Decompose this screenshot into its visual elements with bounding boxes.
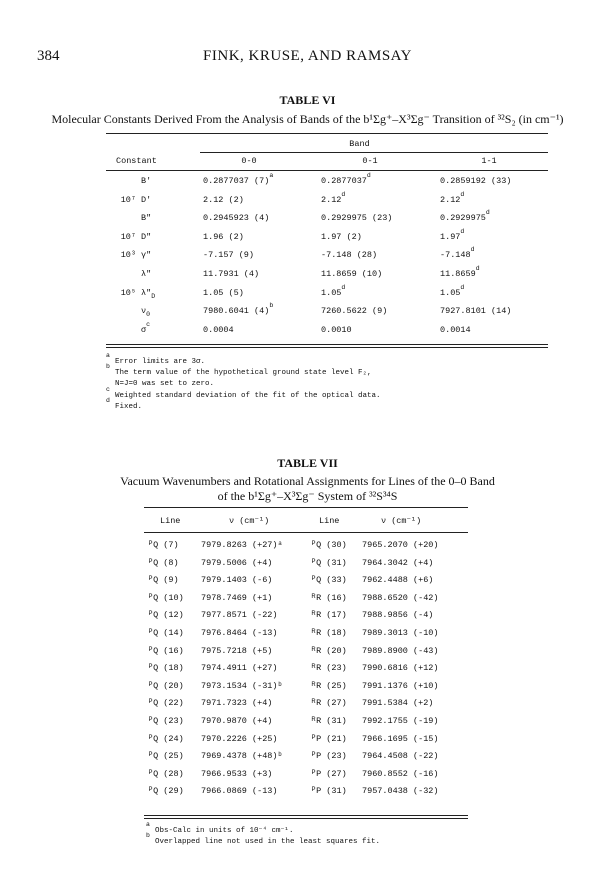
footnote-mark: d xyxy=(460,227,465,235)
table6-cell xyxy=(203,172,274,186)
table6-row-scale: 10⁷ xyxy=(120,194,136,205)
table7-line-label: ᴾQ (29) xyxy=(148,786,184,797)
table7-line-label: ᴿR (27) xyxy=(311,698,347,709)
table7-col-header: Line xyxy=(319,516,340,526)
symbol-text: ν xyxy=(141,306,147,317)
table6-footnote xyxy=(106,396,143,411)
table6-footnote xyxy=(106,352,206,366)
table7-line-label: ᴾP (23) xyxy=(311,751,347,762)
table7-wavenumber: 7989.8900 (-43) xyxy=(362,645,439,656)
cell-value: 0.2945923 (4) xyxy=(203,213,270,224)
table7-line-label: ᴾQ (7) xyxy=(148,540,179,550)
table7-line-label: ᴾQ (30) xyxy=(311,540,347,550)
symbol-text: σ xyxy=(141,324,147,335)
symbol-text: D' xyxy=(141,194,152,205)
table6-row-scale: 10⁷ xyxy=(120,231,136,242)
table7-footnote xyxy=(146,832,381,846)
table6-cell xyxy=(440,246,475,261)
table7-wavenumber: 7992.1755 (-19) xyxy=(362,716,439,726)
footnote-mark: d xyxy=(460,283,465,291)
table7-line-label: ᴾQ (12) xyxy=(148,610,184,621)
table7-bottom-rule xyxy=(144,815,468,816)
cell-value: 0.2877037 (7) xyxy=(203,176,270,186)
table7-line-label: ᴾQ (28) xyxy=(148,768,184,779)
table7-line-label: ᴾQ (18) xyxy=(148,663,184,674)
table6-cell xyxy=(203,269,259,279)
table6-band-header: Band xyxy=(349,139,370,149)
cell-value: 0.0010 xyxy=(321,324,352,335)
table7-wavenumber: 7974.4911 (+27) xyxy=(201,663,278,674)
table6-cell xyxy=(203,250,254,260)
table6-cell xyxy=(203,195,244,205)
footnote-mark: a xyxy=(269,172,274,179)
footnote-mark: d xyxy=(470,246,475,254)
footnote-mark: c xyxy=(106,385,110,393)
table7-line-label: ᴾP (27) xyxy=(311,768,347,779)
table6-cell xyxy=(321,172,371,186)
table7-wavenumber: 7978.7469 (+1) xyxy=(201,592,273,603)
cell-value: 7980.6041 (4) xyxy=(203,306,270,317)
footnote-text: Fixed. xyxy=(115,402,143,411)
table6-row-symbol xyxy=(141,195,151,205)
cell-value: 1.96 (2) xyxy=(203,231,244,242)
table6-cell xyxy=(440,325,471,335)
table7-line-label: ᴿR (25) xyxy=(311,680,347,691)
table7-wavenumber: 7969.4378 (+48)ᵇ xyxy=(201,751,283,762)
table6-cell xyxy=(321,213,392,223)
cell-value: 2.12 (2) xyxy=(203,194,244,205)
footnote-text: Weighted standard deviation of the fit of the optical data. xyxy=(115,391,381,400)
table7-wavenumber: 7971.7323 (+4) xyxy=(201,698,273,709)
table7-wavenumber: 7973.1534 (-31)ᵇ xyxy=(201,680,283,691)
footnote-mark: b xyxy=(106,363,110,371)
symbol-text: B" xyxy=(141,213,152,224)
table7-wavenumber: 7964.3042 (+4) xyxy=(362,557,434,568)
table7-line-label: ᴾQ (20) xyxy=(148,680,184,691)
table6-caption: Molecular Constants Derived From the Analysis of Bands of the b¹Σg⁺–X³Σg⁻ Transition of ³²S₂ (in cm⁻¹) xyxy=(51,112,564,126)
table6-title: TABLE VI xyxy=(279,93,336,107)
table7-wavenumber: 7975.7218 (+5) xyxy=(201,645,273,656)
table7-top-rule xyxy=(144,507,468,508)
table7-wavenumber: 7965.2070 (+20) xyxy=(362,540,439,550)
table6-bottom-rule xyxy=(106,347,548,348)
table6-cell xyxy=(440,176,511,186)
table7-wavenumber: 7962.4488 (+6) xyxy=(362,575,434,586)
table7-line-label: ᴿR (31) xyxy=(311,716,347,726)
table6-cell xyxy=(203,325,234,335)
table7-line-label: ᴾQ (14) xyxy=(148,628,184,638)
table7-header-rule xyxy=(144,532,468,533)
table7-line-label: ᴿR (18) xyxy=(311,628,347,638)
table7-line-label: ᴾQ (31) xyxy=(311,557,347,568)
cell-value: 7260.5622 (9) xyxy=(321,306,388,317)
cell-value: 1.97 (2) xyxy=(321,231,362,242)
table6-cell xyxy=(321,283,346,298)
table7-line-label: ᴾQ (24) xyxy=(148,733,184,744)
table6-row-symbol xyxy=(141,213,151,223)
cell-value: 11.7931 (4) xyxy=(203,269,260,279)
table7-bottom-rule xyxy=(144,818,468,819)
table7-wavenumber: 7979.1403 (-6) xyxy=(201,575,273,586)
table7-line-label: ᴿR (23) xyxy=(311,663,347,674)
table7-line-label: ᴿR (17) xyxy=(311,610,347,621)
symbol-superscript: c xyxy=(146,320,151,328)
table7-col-header: Line xyxy=(160,516,181,526)
table6-footnote xyxy=(106,385,381,400)
table6-bottom-rule xyxy=(106,344,548,345)
cell-value: 0.2929975 xyxy=(440,213,486,224)
table7-wavenumber: 7970.9870 (+4) xyxy=(201,716,273,726)
symbol-text: B' xyxy=(141,176,152,186)
table7-line-label: ᴾQ (8) xyxy=(148,557,179,568)
cell-value: 0.2877037 xyxy=(321,176,367,186)
cell-value: 1.05 xyxy=(321,287,342,298)
table7-caption-line1: Vacuum Wavenumbers and Rotational Assignments for Lines of the 0–0 Band xyxy=(120,474,495,488)
symbol-text: λ" xyxy=(141,269,152,279)
footnote-text: The term value of the hypothetical ground state level F₂, xyxy=(115,369,372,378)
table7-wavenumber: 7966.0869 (-13) xyxy=(201,786,278,797)
footnote-mark: d xyxy=(485,209,490,217)
table7-line-label: ᴾQ (22) xyxy=(148,698,184,709)
table6-row-symbol xyxy=(141,320,151,335)
table6-col-header: 0-0 xyxy=(241,156,257,166)
table7-line-label: ᴾQ (9) xyxy=(148,575,179,586)
table6-cell xyxy=(440,306,511,316)
cell-value: 2.12 xyxy=(440,194,461,205)
table7-wavenumber: 7990.6816 (+12) xyxy=(362,663,439,674)
table7-wavenumber: 7976.8464 (-13) xyxy=(201,628,278,638)
cell-value: 1.97 xyxy=(440,231,461,242)
cell-value: 1.05 xyxy=(440,287,461,298)
table6-cell xyxy=(440,283,465,298)
footnote-mark: d xyxy=(341,190,346,198)
cell-value: 11.8659 xyxy=(440,269,476,279)
table7-line-label: ᴾQ (16) xyxy=(148,645,184,656)
table7-line-label: ᴾQ (33) xyxy=(311,575,347,586)
table7-line-label: ᴿR (16) xyxy=(311,592,347,603)
table6-cell xyxy=(203,232,244,242)
table6-cell xyxy=(203,302,274,317)
table6-cell xyxy=(321,250,377,260)
footnote-mark: d xyxy=(366,172,371,179)
running-head: FINK, KRUSE, AND RAMSAY xyxy=(203,48,412,64)
cell-value: 0.2859192 (33) xyxy=(440,176,512,186)
table7-line-label: ᴾQ (25) xyxy=(148,751,184,762)
table6-row-symbol xyxy=(141,269,151,279)
table7-wavenumber: 7977.8571 (-22) xyxy=(201,610,278,621)
table6-cell xyxy=(203,288,244,298)
table6-header-rule xyxy=(106,170,548,171)
table6-cell xyxy=(321,269,382,279)
symbol-text: γ" xyxy=(141,250,152,261)
cell-value: 7927.8101 (14) xyxy=(440,306,512,317)
footnote-text: Error limits are 3σ. xyxy=(115,358,206,366)
table7-line-label: ᴾQ (10) xyxy=(148,592,184,603)
footnote-mark: b xyxy=(146,832,150,839)
table7-caption-line2: of the b¹Σg⁺–X³Σg⁻ System of ³²S³⁴S xyxy=(217,489,398,503)
footnote-mark: a xyxy=(106,352,110,359)
footnote-mark: b xyxy=(269,302,274,310)
table6-row-symbol xyxy=(141,250,151,260)
footnote-mark: a xyxy=(146,821,150,828)
table7-line-label: ᴾP (31) xyxy=(311,786,347,797)
table6-band-rule xyxy=(200,152,548,153)
table7-title: TABLE VII xyxy=(277,456,338,470)
cell-value: 11.8659 (10) xyxy=(321,269,383,279)
table6-cell xyxy=(440,265,480,279)
table6-cell xyxy=(321,325,352,335)
footnote-text: Obs-Calc in units of 10⁻⁴ cm⁻¹. xyxy=(155,827,294,835)
table7-wavenumber: 7989.3013 (-10) xyxy=(362,628,439,638)
cell-value: -7.148 xyxy=(440,250,471,261)
cell-value: 0.2929975 (23) xyxy=(321,213,393,224)
table7-wavenumber: 7960.8552 (-16) xyxy=(362,768,439,779)
cell-value: -7.148 (28) xyxy=(321,250,378,261)
table6-top-rule xyxy=(106,133,548,134)
footnote-mark: d xyxy=(341,283,346,291)
table6-cell xyxy=(440,190,465,205)
page-number: 384 xyxy=(37,48,60,64)
table6-col-constant: Constant xyxy=(116,156,157,166)
table6-row-scale: 10⁵ xyxy=(120,287,136,298)
table7-wavenumber: 7979.5006 (+4) xyxy=(201,557,273,568)
table7-wavenumber: 7966.9533 (+3) xyxy=(201,768,273,779)
table6-row-symbol xyxy=(141,306,151,319)
cell-value: 1.05 (5) xyxy=(203,287,244,298)
table7-wavenumber: 7966.1695 (-15) xyxy=(362,733,439,744)
footnote-text: Overlapped line not used in the least squares fit. xyxy=(155,838,381,846)
table7-line-label: ᴾQ (23) xyxy=(148,716,184,726)
table7-wavenumber: 7991.5384 (+2) xyxy=(362,698,434,709)
table6-footnote xyxy=(106,363,372,378)
table6-row-scale: 10³ xyxy=(120,250,136,261)
table6-cell xyxy=(321,306,387,316)
table7-wavenumber: 7970.2226 (+25) xyxy=(201,733,278,744)
symbol-text: D" xyxy=(141,231,152,242)
footnote-text: N=J=0 was set to zero. xyxy=(115,380,215,389)
cell-value: 2.12 xyxy=(321,194,342,205)
symbol-subscript: D xyxy=(151,292,156,300)
table7-wavenumber: 7988.6520 (-42) xyxy=(362,592,439,603)
table6-row-symbol xyxy=(141,176,151,186)
table6-cell xyxy=(321,232,362,242)
table6-row-symbol xyxy=(141,288,155,298)
table6-cell xyxy=(203,213,269,223)
table6-cell xyxy=(321,190,346,205)
table6-footnote xyxy=(106,380,214,388)
table7-wavenumber: 7979.8263 (+27)ᵃ xyxy=(201,540,283,550)
cell-value: 0.0004 xyxy=(203,324,234,335)
table7-col-header: ν (cm⁻¹) xyxy=(229,516,270,526)
footnote-mark: d xyxy=(475,265,480,272)
footnote-mark: d xyxy=(106,396,110,404)
table7-wavenumber: 7964.4508 (-22) xyxy=(362,751,439,762)
symbol-text: λ" xyxy=(141,287,152,298)
table7-line-label: ᴾP (21) xyxy=(311,733,347,744)
cell-value: -7.157 (9) xyxy=(203,250,255,261)
table6-col-header: 1-1 xyxy=(481,156,497,166)
footnote-mark: d xyxy=(460,190,465,198)
table7-col-header: ν (cm⁻¹) xyxy=(381,516,422,526)
table6-col-header: 0-1 xyxy=(362,156,378,166)
table6-row-symbol xyxy=(141,232,151,242)
table7-footnote xyxy=(146,821,294,835)
table7-wavenumber: 7988.9856 (-4) xyxy=(362,610,434,621)
cell-value: 0.0014 xyxy=(440,324,471,335)
table7-wavenumber: 7991.1376 (+10) xyxy=(362,680,439,691)
table7-wavenumber: 7957.0438 (-32) xyxy=(362,786,439,797)
symbol-subscript: 0 xyxy=(146,311,151,319)
table6-cell xyxy=(440,209,490,224)
table6-cell xyxy=(440,227,465,242)
table7-line-label: ᴿR (20) xyxy=(311,645,347,656)
